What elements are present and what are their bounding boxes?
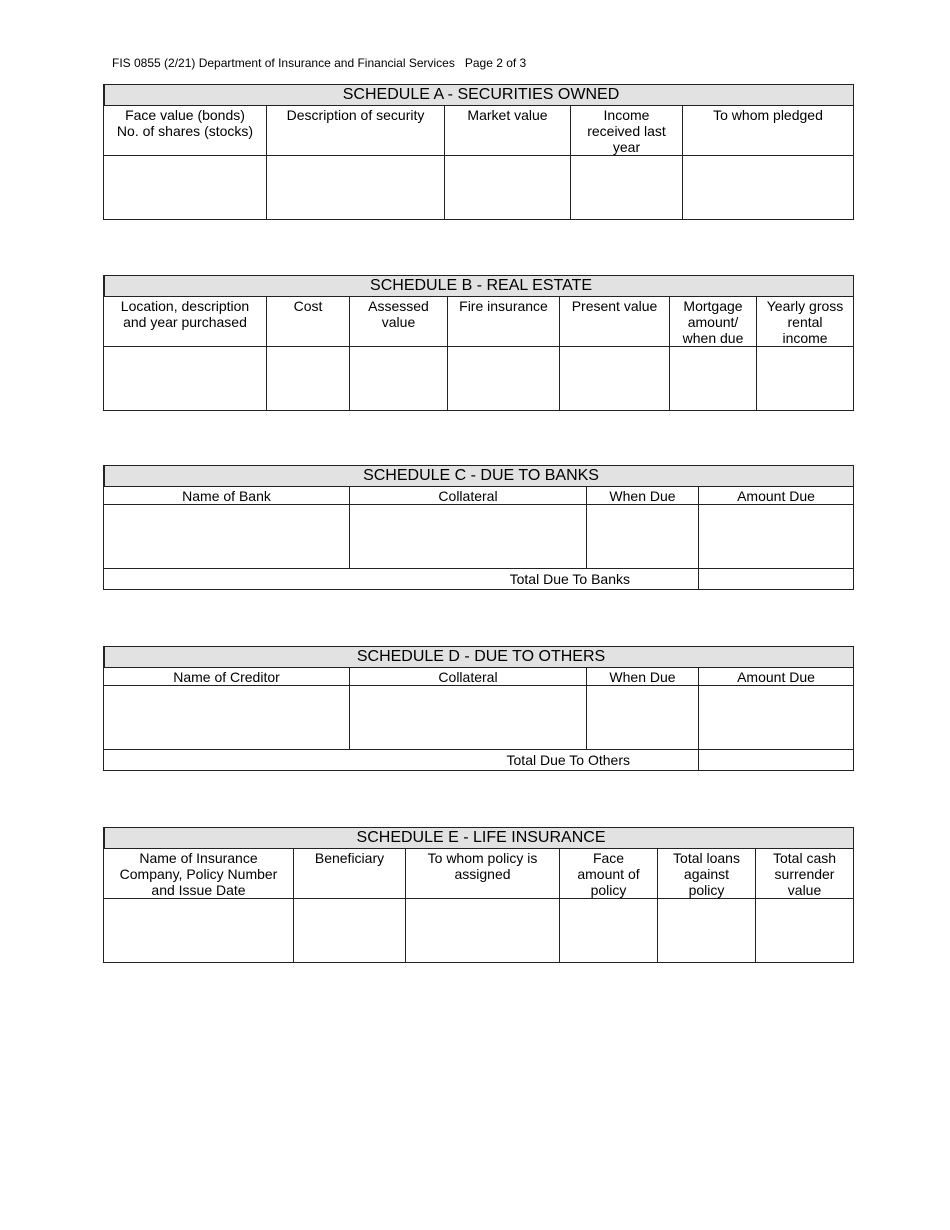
input-cell[interactable] [104,505,350,569]
input-cell[interactable] [104,686,350,750]
input-cell[interactable] [560,347,670,411]
input-cell[interactable] [350,347,448,411]
input-cell[interactable] [757,347,854,411]
column-header-amount-due: Amount Due [699,668,854,686]
column-header-rental-income: Yearly gross rental income [757,297,854,347]
input-cell[interactable] [448,347,560,411]
input-cell[interactable] [350,686,587,750]
schedule-c-table [103,465,854,590]
input-cell[interactable] [699,505,854,569]
input-cell[interactable] [267,156,445,220]
column-header-total-loans: Total loans against policy [658,849,756,899]
column-header-collateral: Collateral [350,668,587,686]
column-header-face-amount: Face amount of policy [560,849,658,899]
total-due-to-others-input[interactable] [699,750,854,771]
column-header-insurance-company: Name of Insurance Company, Policy Number and Issue Date [104,849,294,899]
column-header-income: Income received last year [571,106,683,156]
input-cell[interactable] [406,899,560,963]
column-header-name-of-creditor: Name of Creditor [104,668,350,686]
input-cell[interactable] [294,899,406,963]
table-row [104,686,854,750]
schedule-b-title: SCHEDULE B - REAL ESTATE [104,276,854,297]
input-cell[interactable] [658,899,756,963]
input-cell[interactable] [571,156,683,220]
column-header-collateral: Collateral [350,487,587,505]
column-header-assigned-to: To whom policy is assigned [406,849,560,899]
schedule-c-title: SCHEDULE C - DUE TO BANKS [104,466,854,487]
table-row [104,347,854,411]
column-header-cash-surrender: Total cash surrender value [756,849,854,899]
schedule-a-title: SCHEDULE A - SECURITIES OWNED [104,85,854,106]
schedule-d-title: SCHEDULE D - DUE TO OTHERS [104,647,854,668]
table-row [104,505,854,569]
column-header-beneficiary: Beneficiary [294,849,406,899]
column-header-mortgage: Mortgage amount/ when due [670,297,757,347]
input-cell[interactable] [683,156,854,220]
form-header: FIS 0855 (2/21) Department of Insurance and Financial Services Page 2 of 3 [112,56,527,70]
column-header-description: Description of security [267,106,445,156]
table-row [104,899,854,963]
input-cell[interactable] [104,156,267,220]
input-cell[interactable] [756,899,854,963]
input-cell[interactable] [587,505,699,569]
column-header-market-value: Market value [445,106,571,156]
column-header-name-of-bank: Name of Bank [104,487,350,505]
column-header-to-whom-pledged: To whom pledged [683,106,854,156]
column-header-amount-due: Amount Due [699,487,854,505]
column-header-location: Location, description and year purchased [104,297,267,347]
column-header-cost: Cost [267,297,350,347]
input-cell[interactable] [267,347,350,411]
column-header-face-value: Face value (bonds) No. of shares (stocks) [104,106,267,156]
column-header-fire-insurance: Fire insurance [448,297,560,347]
input-cell[interactable] [445,156,571,220]
input-cell[interactable] [560,899,658,963]
column-header-assessed-value: Assessed value [350,297,448,347]
schedule-d-table [103,646,854,771]
input-cell[interactable] [104,899,294,963]
column-header-when-due: When Due [587,668,699,686]
schedule-e-title: SCHEDULE E - LIFE INSURANCE [104,828,854,849]
column-header-present-value: Present value [560,297,670,347]
schedule-a-table [103,84,854,220]
total-due-to-others-label: Total Due To Others [104,750,699,771]
schedule-b-table [103,275,854,411]
input-cell[interactable] [587,686,699,750]
input-cell[interactable] [104,347,267,411]
input-cell[interactable] [670,347,757,411]
total-due-to-banks-input[interactable] [699,569,854,590]
column-header-when-due: When Due [587,487,699,505]
input-cell[interactable] [350,505,587,569]
input-cell[interactable] [699,686,854,750]
schedule-e-table [103,827,854,963]
total-due-to-banks-label: Total Due To Banks [104,569,699,590]
table-row [104,156,854,220]
